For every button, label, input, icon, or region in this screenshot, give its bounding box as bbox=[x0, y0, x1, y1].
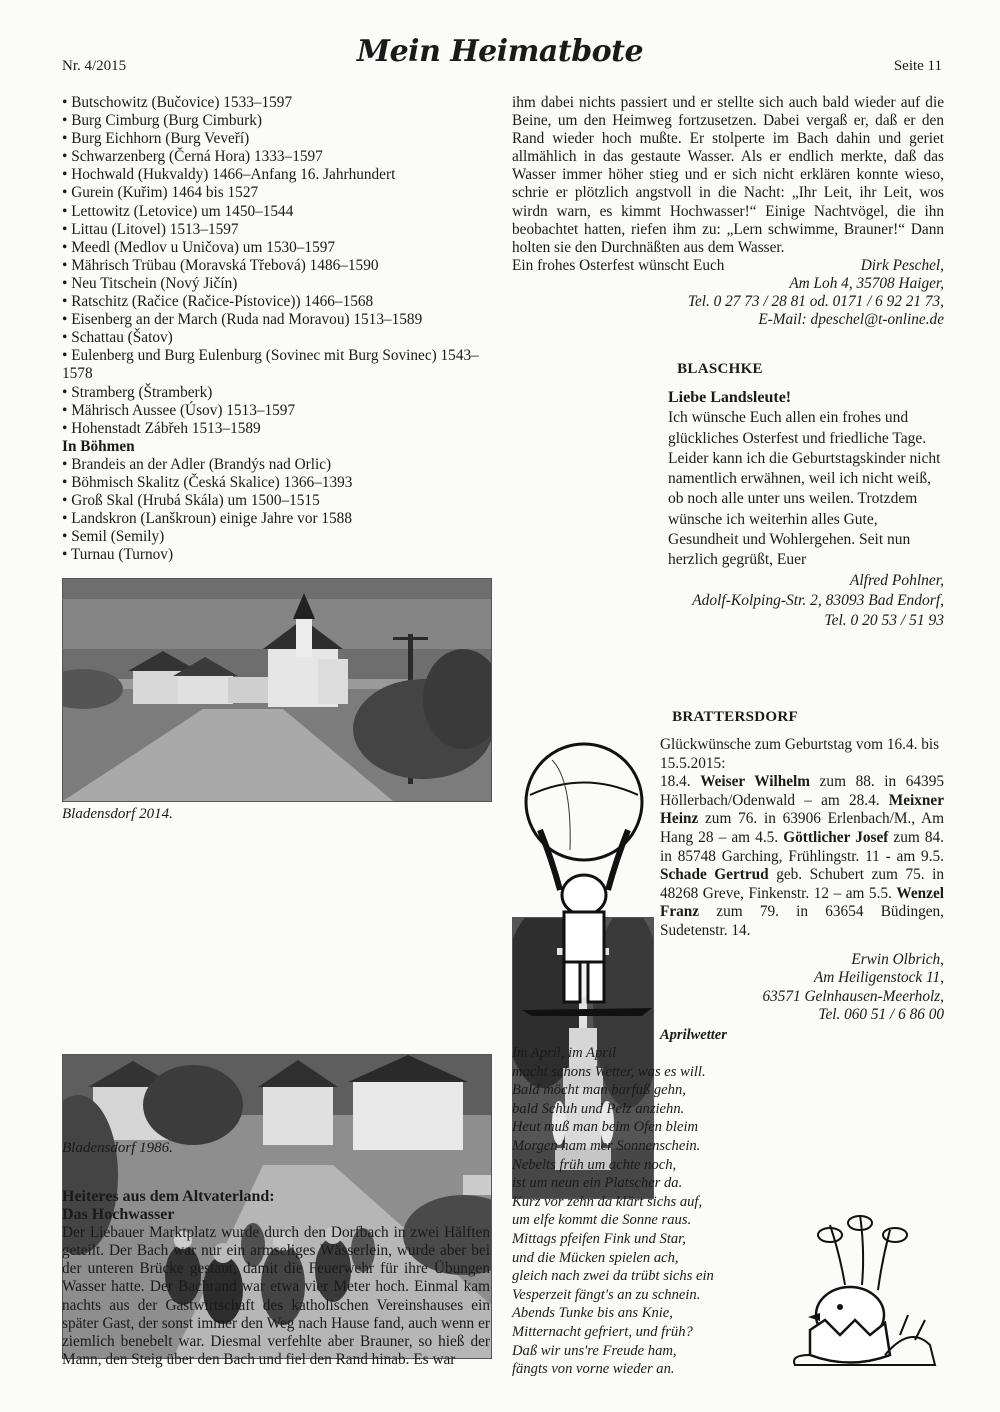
brattersdorf-author: Erwin Olbrich, bbox=[851, 950, 944, 968]
list-item: • Hochwald (Hukvaldy) 1466–Anfang 16. Jahrhundert bbox=[62, 166, 492, 184]
blaschke-phone: Tel. 0 20 53 / 51 93 bbox=[824, 612, 944, 630]
poem-line: Im April, im April bbox=[512, 1045, 617, 1061]
poem-line: macht schons Wetter, was es will. bbox=[512, 1063, 706, 1080]
blaschke-text: Ich wünsche Euch allen ein frohes und glückliches Osterfest und friedliche Tage. Leider kann ich die Geburtstagskinder nicht namentlich erwähnen, weil ich nicht weiß, ob noch alle unter uns weilen. Trotzdem wünsche ich weiterhin alles Gute, Gesundheit und Wohlergehen. Seit nun herzlich gegrüßt, Euer bbox=[668, 409, 941, 569]
poem-line: Mitternacht gefriert, und früh? bbox=[512, 1323, 693, 1340]
easter-wish: Ein frohes Osterfest wünscht Euch bbox=[512, 256, 725, 274]
blaschke-address: Adolf-Kolping-Str. 2, 83093 Bad Endorf, bbox=[692, 591, 944, 609]
entry-name: Wenzel Franz bbox=[660, 884, 944, 921]
entry-details: zum 76. in 63906 Erlenbach/M., Am Hang 28 – am 4.5. bbox=[660, 810, 944, 846]
poem-line: Mittags pfeifen Fink und Star, bbox=[512, 1230, 686, 1247]
poem-line: ist um neun ein Platscher da. bbox=[512, 1175, 683, 1192]
photo-caption-2014: Bladensdorf 2014. bbox=[62, 806, 173, 822]
entry-details: geb. Schubert zum 75. in 48268 Greve, Finkenstr. 12 – am 5.5. bbox=[660, 866, 945, 902]
story-subheading: Das Hochwasser bbox=[62, 1206, 175, 1224]
brattersdorf-heading: BRATTERSDORF bbox=[672, 709, 798, 725]
entry-details: zum 79. in 63654 Büdingen, Sudetenstr. 14. bbox=[660, 903, 944, 939]
list-item: • Burg Cimburg (Burg Cimburk) bbox=[62, 112, 492, 130]
list-item: • Landskron (Lanškroun) einige Jahre vor 1588 bbox=[62, 510, 492, 528]
list-item: • Brandeis an der Adler (Brandýs nad Orlic) bbox=[62, 456, 492, 474]
poem-line: Bald möcht man barfuß gehn, bbox=[512, 1082, 686, 1099]
entry-name: Weiser Wilhelm bbox=[700, 773, 811, 791]
author-address: Am Loh 4, 35708 Haiger, bbox=[789, 274, 944, 292]
masthead-title: Mein Heimatbote bbox=[356, 34, 644, 69]
poem-title: Aprilwetter bbox=[660, 1027, 727, 1043]
places-moravia-list bbox=[62, 94, 492, 438]
poem-line: Heut muß man beim Ofen bleim bbox=[512, 1119, 699, 1136]
places-bohemia-list bbox=[62, 456, 492, 565]
poem-line: Nebelts früh um achte noch, bbox=[512, 1156, 677, 1173]
poem-line: bald Schuh und Pelz anziehn. bbox=[512, 1100, 685, 1117]
list-item: • Schattau (Šatov) bbox=[62, 329, 492, 347]
entry-name: Göttlicher Josef bbox=[783, 828, 889, 846]
story-heading: Heiteres aus dem Altvaterland: bbox=[62, 1188, 275, 1205]
list-item: • Mährisch Trübau (Moravská Třebová) 1486–1590 bbox=[62, 257, 492, 275]
list-item: • Meedl (Medlov u Uničova) um 1530–1597 bbox=[62, 239, 492, 257]
story-text-left: Der Liebauer Marktplatz wurde durch den Dorfbach in zwei Hälften geteilt. Der Bach war nur ein armseliges Wässerlein, wurde aber bei der unteren Brücke gestaut, damit die Feuerwehr für ihre Übungen Wasser hatte. Der Bachrand war etwa vier Meter hoch. Einmal kam nachts aus der Gastwirtschaft des katholischen Vereinshauses ein später Gast, der sonst immer den Weg nach Hause fand, auch wenn er ziemlich benebelt war. Diesmal verfehlte aber Brauner, so hieß der Mann, den Steig über den Bach und fiel den Rand hinab. Es war bbox=[62, 1224, 490, 1368]
author-phone: Tel. 0 27 73 / 28 81 od. 0171 / 6 92 21 73, bbox=[687, 292, 944, 310]
list-item: • Gurein (Kuřim) 1464 bis 1527 bbox=[62, 184, 492, 202]
list-item: • Eisenberg an der March (Ruda nad Moravou) 1513–1589 bbox=[62, 311, 492, 329]
entry-name: Schade Gertrud bbox=[660, 866, 769, 884]
list-item: • Littau (Litovel) 1513–1597 bbox=[62, 221, 492, 239]
page-number: Seite 11 bbox=[893, 58, 942, 74]
list-item: • Semil (Semily) bbox=[62, 528, 492, 546]
list-item: • Stramberg (Štramberk) bbox=[62, 384, 492, 402]
birthday-list bbox=[660, 773, 944, 940]
poem-line: fängts von vorne wieder an. bbox=[512, 1361, 675, 1378]
list-item: • Groß Skal (Hrubá Skála) um 1500–1515 bbox=[62, 492, 492, 510]
poem-line: Vesperzeit fängt's an zu schnein. bbox=[512, 1286, 701, 1303]
poem-line: um elfe kommt die Sonne raus. bbox=[512, 1212, 692, 1229]
story-left bbox=[62, 1188, 490, 1369]
photo-bladensdorf-2014 bbox=[62, 578, 492, 802]
poem-line: Kurz vor zehn da klärt sichs auf, bbox=[512, 1193, 703, 1210]
atlas-figure-illustration bbox=[512, 740, 662, 1018]
list-item: • Eulenberg und Burg Eulenburg (Sovinec mit Burg Sovinec) 1543–1578 bbox=[62, 347, 492, 383]
entry-prefix: 18.4. bbox=[660, 773, 701, 791]
entry-name: Meixner Heinz bbox=[660, 791, 944, 828]
list-item: • Hohenstadt Zábřeh 1513–1589 bbox=[62, 420, 492, 438]
brattersdorf-body bbox=[660, 736, 944, 1025]
poem-body bbox=[512, 1044, 802, 1379]
list-item: • Mährisch Aussee (Úsov) 1513–1597 bbox=[62, 402, 492, 420]
list-item: • Schwarzenberg (Černá Hora) 1333–1597 bbox=[62, 148, 492, 166]
list-item: • Ratschitz (Račice (Račice-Pístovice)) 1466–1568 bbox=[62, 293, 492, 311]
blaschke-author: Alfred Pohlner, bbox=[849, 571, 944, 589]
story-right bbox=[512, 94, 944, 329]
blaschke-greeting: Liebe Landsleute! bbox=[668, 389, 792, 406]
photo-caption-1986: Bladensdorf 1986. bbox=[62, 1140, 173, 1156]
entry-details: zum 88. in 64395 Höllerbach/Odenwald – am 28.4. bbox=[660, 773, 944, 809]
author-name: Dirk Peschel, bbox=[860, 256, 944, 274]
author-email: E-Mail: dpeschel@t-online.de bbox=[758, 311, 944, 329]
poem-line: Abends Tunke bis ans Knie, bbox=[512, 1305, 673, 1322]
brattersdorf-address: Am Heiligenstock 11, bbox=[813, 969, 944, 987]
brattersdorf-phone: Tel. 060 51 / 6 86 00 bbox=[818, 1006, 944, 1024]
bohemia-heading: In Böhmen bbox=[62, 437, 135, 455]
blaschke-heading: BLASCHKE bbox=[677, 361, 763, 377]
list-item: • Butschowitz (Bučovice) 1533–1597 bbox=[62, 94, 492, 112]
list-item: • Neu Titschein (Nový Jičín) bbox=[62, 275, 492, 293]
story-text-right: ihm dabei nichts passiert und er stellte sich auch bald wieder auf die Beine, um den Heimweg fortzusetzen. Dabei vergaß er, daß er den Rand wieder hoch mußte. Er stolperte im Bach dahin und geriet allmählich in das gestaute Wasser. Als er endlich merkte, daß das Wasser immer höher stieg und er sich nicht erklären konnte wieso, schrie er plötzlich angstvoll in die Nacht: „Ihr Leit, ihr Leit, wos wirdn warn, es kimmt Hochwasser!“ Einige Nachtvögel, die ihn beobachtet hatten, riefen ihm zu: „Lern schwimme, Brauner!“ Dann holten sie den Durchnäßten aus dem Wasser. bbox=[512, 94, 944, 256]
brattersdorf-city: 63571 Gelnhausen-Meerholz, bbox=[762, 987, 944, 1005]
list-item: • Böhmisch Skalitz (Česká Skalice) 1366–1393 bbox=[62, 474, 492, 492]
list-item: • Lettowitz (Letovice) um 1450–1544 bbox=[62, 203, 492, 221]
left-column bbox=[62, 94, 492, 564]
list-item: • Turnau (Turnov) bbox=[62, 546, 492, 564]
easter-chick-illustration bbox=[790, 1215, 940, 1370]
entry-details: zum 84. in 85748 Garching, Frühlingstr. 11 - am 9.5. bbox=[660, 828, 944, 865]
blaschke-body bbox=[668, 388, 944, 632]
list-item: • Burg Eichhorn (Burg Veveří) bbox=[62, 130, 492, 148]
poem-line: und die Mücken spielen ach, bbox=[512, 1249, 679, 1266]
poem-line: gleich nach zwei da trübt sichs ein bbox=[512, 1268, 714, 1285]
issue-number: Nr. 4/2015 bbox=[62, 58, 127, 74]
brattersdorf-intro: Glückwünsche zum Geburtstag vom 16.4. bis 15.5.2015: bbox=[660, 736, 940, 772]
poem-line: Morgen ham mer Sonnenschein. bbox=[512, 1137, 701, 1154]
poem-line: Daß wir uns're Freude ham, bbox=[512, 1342, 677, 1359]
